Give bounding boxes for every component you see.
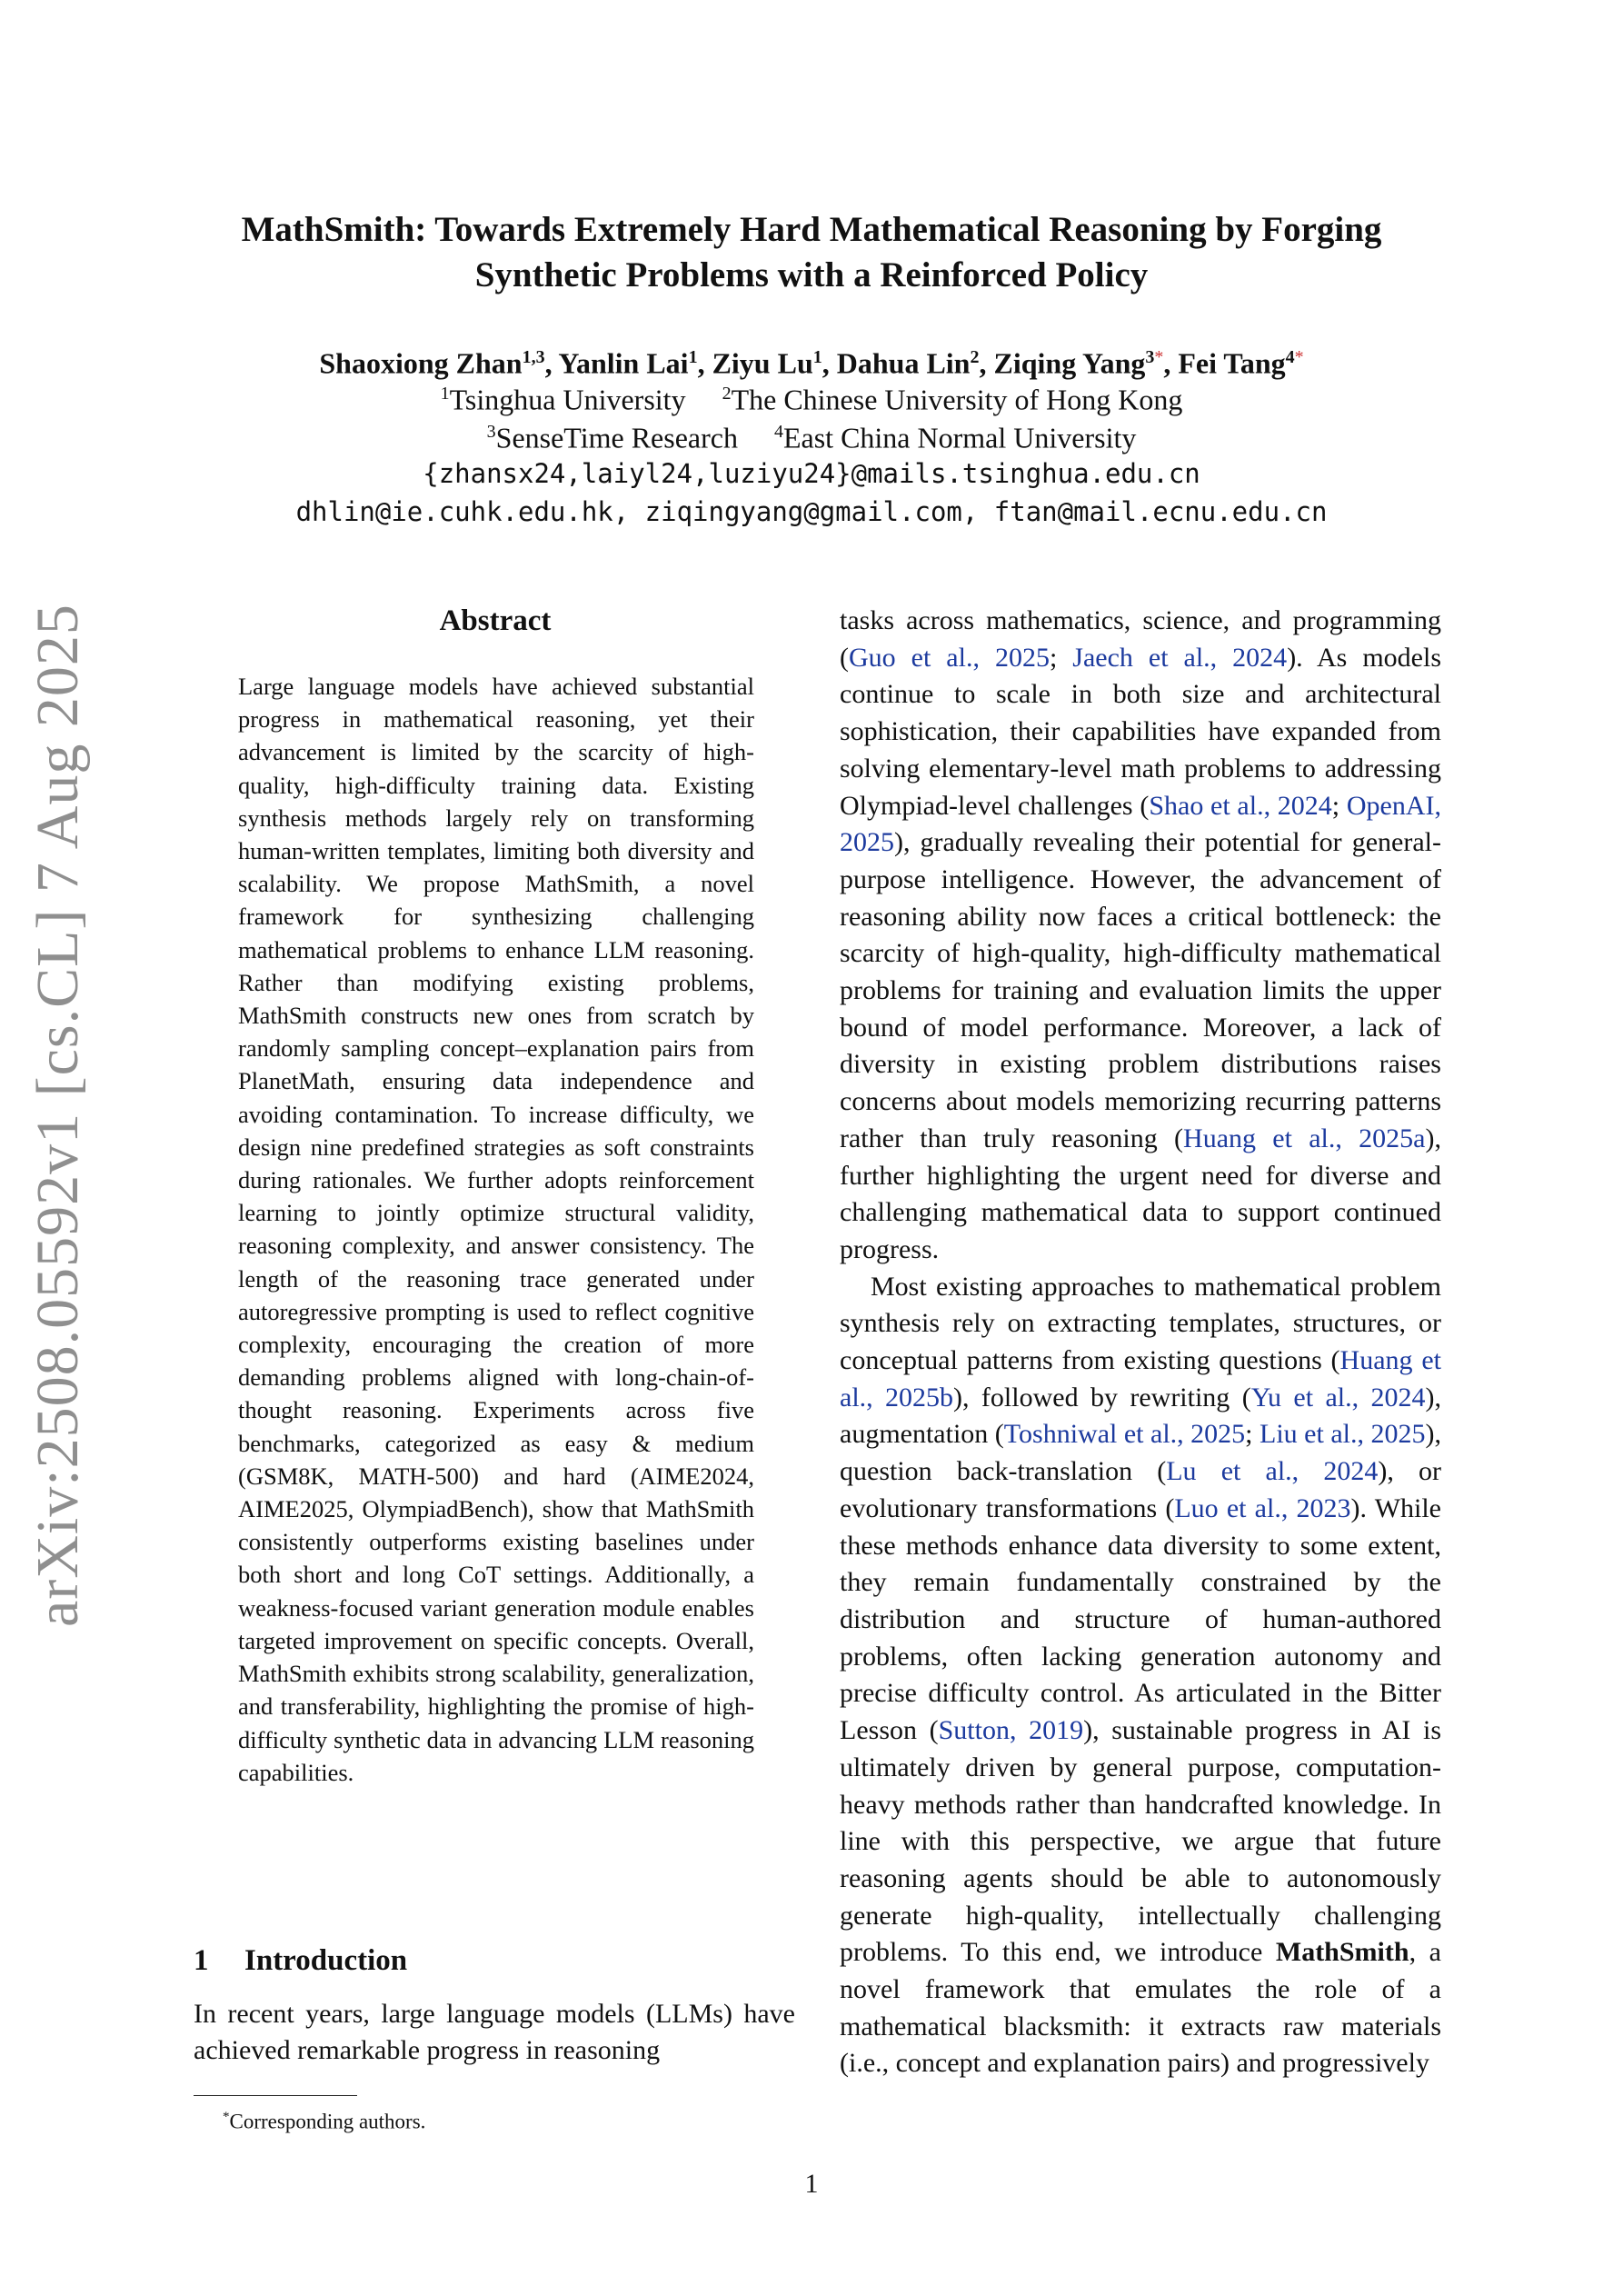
citation-link[interactable]: Huang et al., 2025a (1183, 1123, 1426, 1153)
paragraph-text: , a novel framework that emulates the role of a mathematical blacksmith: it extracts raw materials (i.e., concept and explanation pairs) and progressively (840, 1937, 1441, 2079)
corresponding-author-mark: * (1294, 347, 1304, 367)
affil-1-mark: 1 (440, 384, 450, 404)
paragraph-text: ), followed by rewriting ( (953, 1382, 1251, 1413)
author-separator: , (979, 346, 994, 380)
author-separator: , (821, 346, 837, 380)
author-name: Yanlin Lai (558, 346, 689, 380)
arxiv-identifier: arXiv:2508.05592v1 [cs.CL] 7 Aug 2025 (25, 604, 91, 1627)
intro-paragraph-2 (840, 1269, 1441, 2082)
citation-link[interactable]: Toshniwal et al., 2025 (1003, 1419, 1246, 1450)
footnote-divider (194, 2095, 357, 2096)
paragraph-text: ; (1049, 642, 1073, 673)
footnote-mark: * (223, 2110, 230, 2124)
email-line-2: dhlin@ie.cuhk.edu.hk, ziqingyang@gmail.com, ftan@mail.ecnu.edu.cn (295, 496, 1328, 527)
paragraph-text: ). As models continue to scale in both size and architectural sophistication, their capabilities have expanded from solving elementary-level math problems to addressing Olympiad-level challenges ( (840, 642, 1442, 821)
author-affiliation-mark: 2 (970, 347, 980, 367)
author-affiliation-mark: 3 (1145, 347, 1155, 367)
right-column (840, 603, 1441, 2082)
affil-3-name: SenseTime Research (495, 421, 738, 454)
author-separator: , (544, 346, 559, 380)
paragraph-text: tasks across mathematics, science, and programming ( (840, 605, 1441, 673)
title-line-2: Synthetic Problems with a Reinforced Policy (474, 255, 1149, 294)
paragraph-text: ), further highlighting the urgent need for diverse and challenging mathematical data to support continued progress. (840, 1123, 1441, 1264)
citation-link[interactable]: Huang et al., 2025b (840, 1345, 1441, 1413)
citation-link[interactable]: Luo et al., 2023 (1174, 1492, 1351, 1523)
paragraph-text: ), sustainable progress in AI is ultimately driven by general purpose, computation-heavy methods rather than handcrafted knowledge. In line with this perspective, we argue that future reasoning agents should be able to autonomously generate high-quality, intellectually challenging problems. To this end, we introduce (840, 1715, 1441, 1968)
paragraph-text: Most existing approaches to mathematical problem synthesis rely on extracting templates, structures, or conceptual patterns from existing questions ( (840, 1271, 1441, 1376)
author-separator: , (697, 346, 712, 380)
author-name: Shaoxiong Zhan (319, 346, 523, 380)
affiliation-line-2 (164, 414, 1459, 456)
paragraph-text: ; (1331, 790, 1347, 821)
citation-link[interactable]: OpenAI, 2025 (840, 790, 1441, 858)
footnote-text: Corresponding authors. (229, 2110, 426, 2133)
affil-2-mark: 2 (722, 384, 732, 404)
footnote (223, 2103, 425, 2136)
citation-link[interactable]: Yu et al., 2024 (1250, 1382, 1426, 1413)
paper-title (182, 207, 1441, 298)
author-name: Fei Tang (1178, 346, 1286, 380)
abstract-heading: Abstract (439, 604, 552, 637)
section-title: Introduction (244, 1944, 408, 1977)
paragraph-text: ; (1245, 1419, 1260, 1450)
introduction-left-text: In recent years, large language models (LLMs) have achieved remarkable progress in reasoning (194, 1999, 795, 2065)
author-affiliation-mark: 1 (688, 347, 698, 367)
paragraph-text: ), or evolutionary transformations ( (840, 1456, 1441, 1523)
affil-2-name: The Chinese University of Hong Kong (731, 383, 1183, 416)
citation-link[interactable]: Jaech et al., 2024 (1072, 642, 1288, 673)
citation-link[interactable]: Guo et al., 2025 (849, 642, 1050, 673)
citation-link[interactable]: Liu et al., 2025 (1260, 1419, 1426, 1450)
bold-term: MathSmith (1275, 1937, 1409, 1968)
paragraph-text: ), augmentation ( (840, 1382, 1442, 1450)
author-name: Ziqing Yang (993, 346, 1146, 380)
intro-paragraph-1 (840, 603, 1441, 1269)
paragraph-text: ). While these methods enhance data diversity to some extent, they remain fundamentally constrained by the distribution and structure of human-authored problems, often lacking generation autonomy and precise difficulty control. As articulated in the Bitter Lesson ( (840, 1492, 1441, 1746)
affil-1-name: Tsinghua University (449, 383, 686, 416)
title-line-1: MathSmith: Towards Extremely Hard Mathematical Reasoning by Forging (241, 210, 1382, 249)
section-heading-introduction (194, 1942, 407, 1980)
section-number: 1 (194, 1944, 209, 1977)
citation-link[interactable]: Sutton, 2019 (938, 1715, 1084, 1746)
author-name: Dahua Lin (836, 346, 971, 380)
corresponding-author-mark: * (1154, 347, 1164, 367)
citation-link[interactable]: Lu et al., 2024 (1166, 1456, 1379, 1487)
email-line-1: {zhansx24,laiyl24,luziyu24}@mails.tsinghua.edu.cn (423, 458, 1200, 489)
author-affiliation-mark: 1 (812, 347, 822, 367)
citation-link[interactable]: Shao et al., 2024 (1149, 790, 1332, 821)
paragraph-text: ), gradually revealing their potential for general-purpose intelligence. However, the advancement of reasoning ability now faces a critical bottleneck: the scarcity of high-quality, high-difficulty mathematical problems for training and evaluation limits the upper bound of model performance. Moreover, a lack of diversity in existing problem distributions raises concerns about models memorizing recurring patterns rather than truly reasoning ( (840, 827, 1441, 1153)
author-name: Ziyu Lu (712, 346, 813, 380)
affil-4-name: East China Normal University (782, 421, 1137, 454)
author-affiliation-mark: 4 (1285, 347, 1295, 367)
abstract-text: Large language models have achieved substantial progress in mathematical reasoning, yet their advancement is limited by the scarcity of high-quality, high-difficulty training data. Existing synthesis methods largely rely on transforming human-written templates, limiting both diversity and scalability. We propose MathSmith, a novel framework for synthesizing challenging mathematical problems to enhance LLM reasoning. Rather than modifying existing problems, MathSmith constructs new ones from scratch by randomly sampling concept–explanation pairs from PlanetMath, ensuring data independence and avoiding contamination. To increase difficulty, we design nine predefined strategies as soft constraints during rationales. We further adopts reinforcement learning to jointly optimize structural validity, reasoning complexity, and answer consistency. The length of the reasoning trace generated under autoregressive prompting is used to reflect cognitive complexity, encouraging the creation of more demanding problems aligned with long-chain-of-thought reasoning. Experiments across five benchmarks, categorized as easy & medium (GSM8K, MATH-500) and hard (AIME2024, AIME2025, OlympiadBench), show that MathSmith consistently outperforms existing baselines under both short and long CoT settings. Additionally, a weakness-focused variant generation module enables targeted improvement on specific concepts. Overall, MathSmith exhibits strong scalability, generalization, and transferability, highlighting the promise of high-difficulty synthetic data in advancing LLM reasoning capabilities. (238, 673, 754, 1786)
author-separator: , (1163, 346, 1179, 380)
page-number: 1 (804, 2169, 819, 2199)
author-affiliation-mark: 1,3 (522, 347, 545, 367)
affiliation-line-1 (164, 375, 1459, 418)
affil-4-mark: 4 (773, 422, 783, 442)
affil-3-mark: 3 (486, 422, 496, 442)
paragraph-text: ), question back-translation ( (840, 1419, 1441, 1487)
